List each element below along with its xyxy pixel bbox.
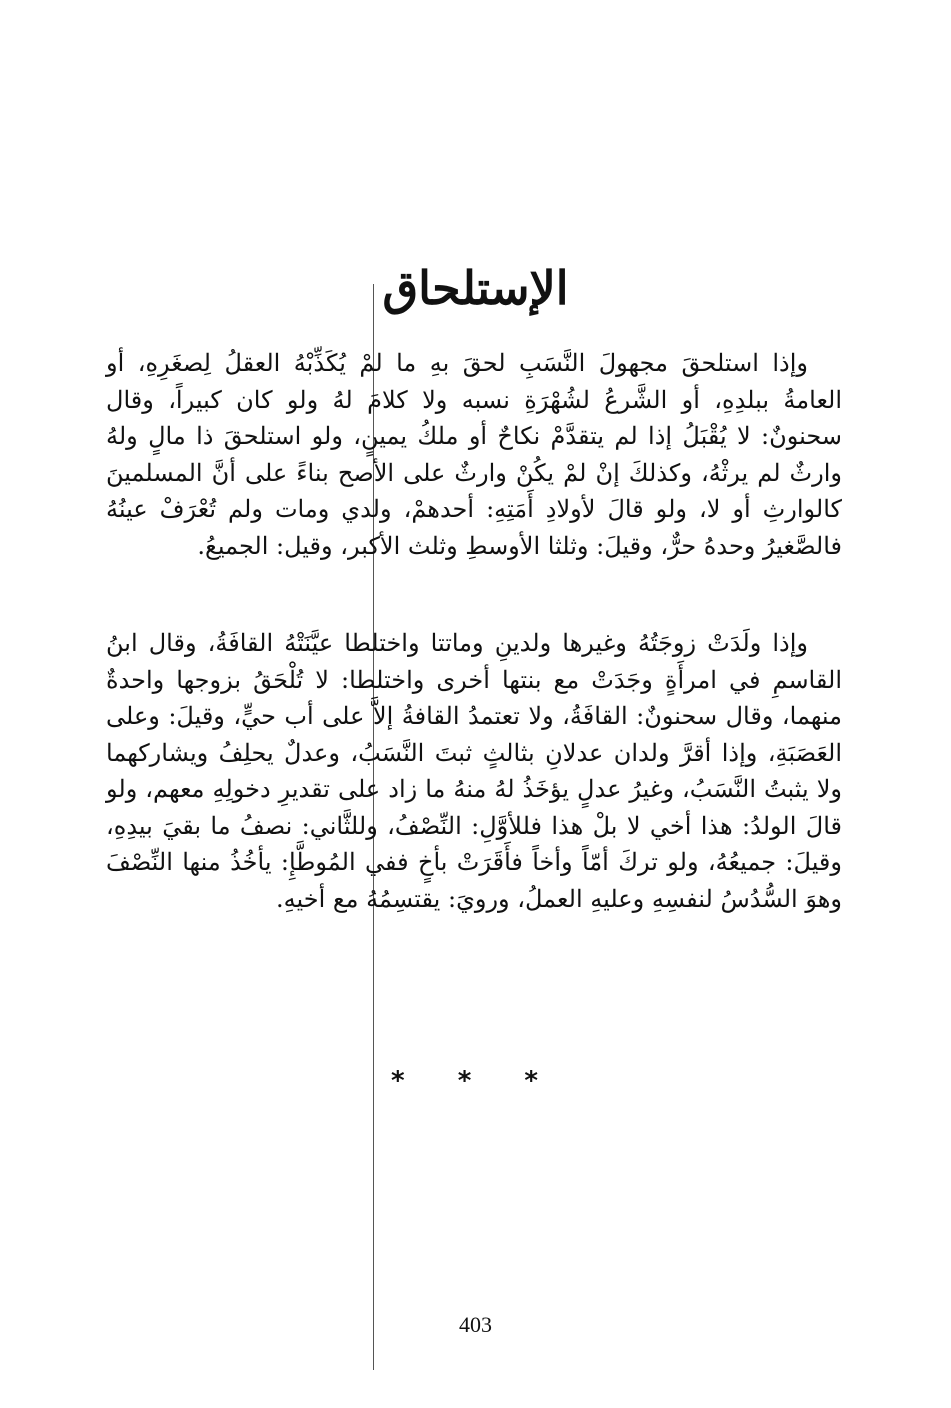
- page-title: الإستلحاق: [382, 260, 569, 315]
- section-separator: * * *: [391, 1066, 560, 1096]
- body-paragraph-2: وإذا ولَدَتْ زوجَتُهُ وغيرها ولدينِ وماتتا واختلطا عيَّنَتْهُ القافَةُ، وقال ابنُ القاسمِ في امرأَةٍ وجَدَتْ مع بنتها أخرى واختلطا: لا تُلْحَقُ بزوجها واحدةٌ منهما، وقال سحنونٌ: القافَةُ، ولا تعتمدُ القافةُ إلاَّ على أب حيٍّ، وقيلَ: وعلى العَصَبَةِ، وإذا أقرَّ ولدان عدلانِ بثالثٍ ثبتَ النَّسَبُ، وعدلٌ يحلِفُ ويشاركهما ولا يثبتُ النَّسَبُ، وغيرُ عدلٍ يؤخَذُ لهُ منهُ ما زاد على تقديرِ دخولِهِ معهم، ولو قالَ الولدُ: هذا أخي لا بلْ هذا فللأوَّلِ: النِّصْفُ، وللثَّاني: نصفُ ما بقيَ بيدِهِ، وقيلَ: جميعُهُ، ولو تركَ أمّاً وأخاً فأَقَرَتْ بأخٍ ففي المُوطَّإِ: يأخُذُ منها النِّصْفَ وهوَ السُّدُسُ لنفسِهِ وعليهِ العملُ، ورويَ: يقتسِمُهُ مع أخيهِ.: [106, 629, 842, 913]
- body-paragraph-1: وإذا استلحقَ مجهولَ النَّسَبِ لحقَ بهِ ما لمْ يُكَذِّبْهُ العقلُ لِصغَرِهِ، أو العامةُ ببلدِهِ، أو الشَّرعُ لشُهْرَةِ نسبه ولا كلامَ لهُ ولو كان كبيراً، وقال سحنونٌ: لا يُقْبَلُ إذا لم يتقدَّمْ نكاحٌ أو ملكُ يمينٍ، ولو استلحقَ ذا مالٍ ولهُ وارثٌ لم يرثْهُ، وكذلكَ إنْ لمْ يكُنْ وارثٌ على الأصح بناءً على أنَّ المسلمينَ كالوارثِ أو لا، ولو قالَ لأولادِ أَمَتِهِ: أحدهمْ، ولدي ومات ولم تُعْرَفْ عينُهُ فالصَّغيرُ وحدهُ حرٌّ، وقيلَ: وثلثا الأوسطِ وثلث الأكبر، وقيل: الجميعُ.: [106, 349, 842, 560]
- page-number: 403: [459, 1312, 492, 1337]
